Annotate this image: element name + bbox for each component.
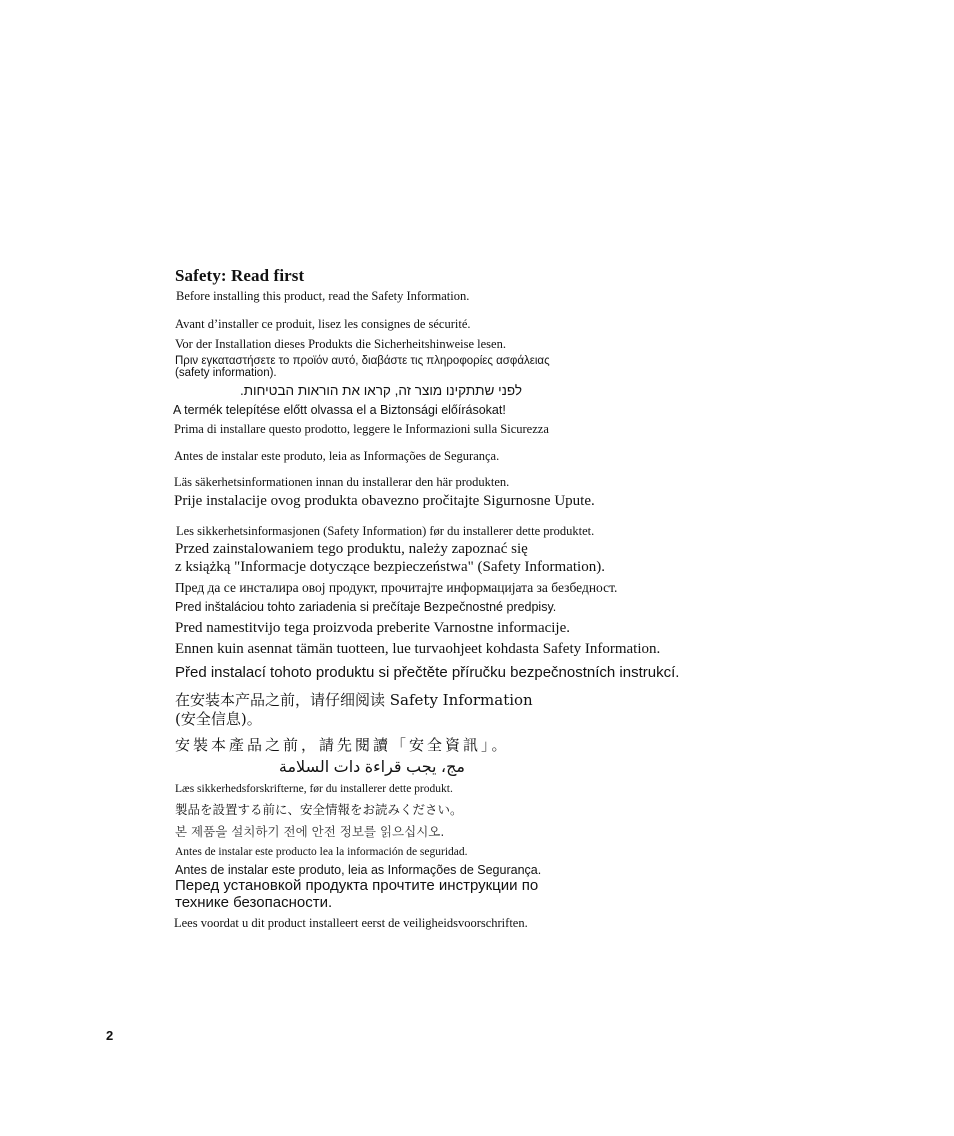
line-norwegian: Les sikkerhetsinformasjonen (Safety Information) før du installerer dette produktet. [176,524,595,538]
line-hebrew: לפני שתתקינו מוצר זה, קראו את הוראות הבטיחות. [239,383,522,398]
line-german: Vor der Installation dieses Produkts die Sicherheitshinweise lesen. [175,337,506,351]
line-russian-2: технике безопасности. [175,894,333,911]
line-macedonian: Пред да се инсталира овој продукт, прочитајте информацијата за безбедност. [175,580,618,595]
line-slovak: Pred inštaláciou tohto zariadenia si prečítaje Bezpečnostné predpisy. [175,600,557,614]
line-hungarian: A termék telepítése előtt olvassa el a Biztonsági előírásokat! [173,403,506,417]
line-danish: Læs sikkerhedsforskrifterne, før du installerer dette produkt. [175,783,453,795]
line-finnish: Ennen kuin asennat tämän tuotteen, lue turvaohjeet kohdasta Safety Information. [175,641,661,657]
line-chinese-simplified-2: (安全信息)。 [175,710,262,728]
line-portuguese-br: Antes de instalar este produto, leia as Informações de Segurança. [174,449,500,463]
line-croatian: Prije instalacije ovog produkta obavezno pročitajte Sigurnosne Upute. [174,493,595,509]
line-italian: Prima di installare questo prodotto, leggere le Informazioni sulla Sicurezza [174,422,549,436]
section-title: Safety: Read first [175,266,305,285]
line-french: Avant d’installer ce produit, lisez les consignes de sécurité. [175,317,471,331]
line-polish-1: Przed zainstalowaniem tego produktu, należy zapoznać się [175,541,528,557]
line-swedish: Läs säkerhetsinformationen innan du installerar den här produkten. [174,475,510,489]
line-chinese-simplified-1: 在安装本产品之前，请仔细阅读 Safety Information [175,691,533,709]
line-portuguese: Antes de instalar este produto, leia as Informações de Segurança. [175,863,542,877]
line-spanish: Antes de instalar este producto lea la información de seguridad. [175,846,468,858]
line-greek-1: Πριν εγκαταστήσετε το προϊόν αυτό, διαβάστε τις πληροφορίες ασφάλειας [175,355,550,367]
line-greek-2: (safety information). [175,367,277,379]
line-arabic: مج، يجب قراءة دات السلامة [278,759,465,776]
line-slovenian: Pred namestitvijo tega proizvoda preberite Varnostne informacije. [175,620,571,636]
line-polish-2: z książką "Informacje dotyczące bezpieczeństwa" (Safety Information). [175,559,605,575]
line-czech: Před instalací tohoto produktu si přečtěte příručku bezpečnostních instrukcí. [175,664,680,681]
line-korean: 본 제품을 설치하기 전에 안전 정보를 읽으십시오. [175,824,445,839]
line-russian-1: Перед установкой продукта прочтите инструкции по [175,877,539,894]
line-english: Before installing this product, read the Safety Information. [176,289,470,303]
page-number: 2 [106,1028,114,1043]
line-chinese-traditional: 安裝本產品之前，請先閱讀「安全資訊」。 [175,736,510,754]
line-japanese: 製品を設置する前に、安全情報をお読みください。 [175,802,463,817]
line-dutch: Lees voordat u dit product installeert eerst de veiligheidsvoorschriften. [174,916,528,930]
